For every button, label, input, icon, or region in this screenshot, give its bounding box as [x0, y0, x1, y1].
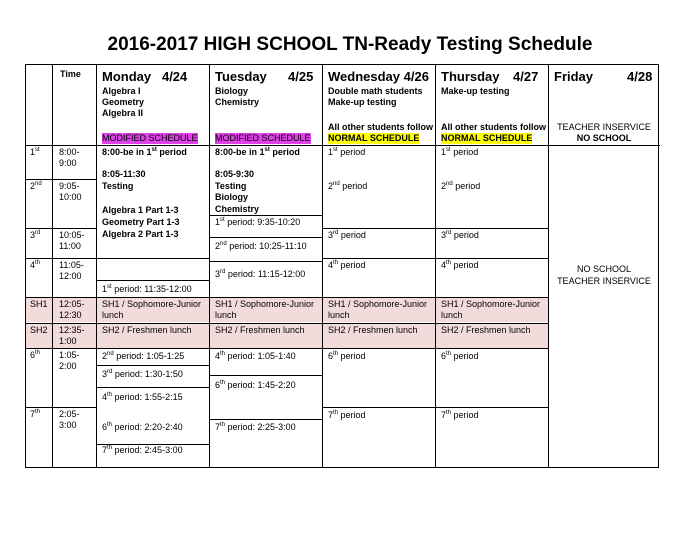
tuesday-period-1: 1st period: 9:35-10:20	[215, 217, 301, 227]
period-time-3b: 11:00	[59, 241, 81, 251]
period-time-1b: 9:00	[59, 158, 77, 168]
thursday-period-2: 2nd period	[441, 181, 481, 191]
friday-body-no-school: NO SCHOOL	[576, 264, 631, 274]
friday-date: 4/28	[627, 69, 653, 84]
wednesday-note: All other students follow	[328, 122, 433, 132]
period-time-4b: 12:00	[59, 271, 82, 281]
monday-period-6: 6th period: 2:20-2:40	[102, 422, 183, 432]
monday-header: Monday 4/24	[102, 69, 188, 84]
schedule-table	[25, 64, 659, 468]
thursday-period-6: 6th period	[441, 351, 479, 361]
period-time-7b: 3:00	[59, 420, 77, 430]
tuesday-sh1-line1: SH1 / Sophomore-Junior	[215, 299, 315, 309]
monday-period-7: 7th period: 2:45-3:00	[102, 445, 183, 455]
monday-testing-time: 8:05-11:30	[102, 169, 146, 179]
friday-body-inservice: TEACHER INSERVICE	[557, 276, 651, 286]
thursday-line-1: Make-up testing	[441, 86, 510, 96]
period-time-7a: 2:05-	[59, 409, 80, 419]
tuesday-testing-label: Testing	[215, 181, 247, 191]
monday-subject-1: Algebra I	[102, 86, 141, 96]
thursday-sh1-line1: SH1 / Sophomore-Junior	[441, 299, 541, 309]
thursday-header: Thursday	[441, 69, 500, 84]
tuesday-modified-badge: MODIFIED SCHEDULE	[215, 133, 311, 143]
period-time-6a: 1:05-	[59, 350, 80, 360]
wednesday-sh1-line2: lunch	[328, 310, 350, 320]
thursday-period-3: 3rd period	[441, 230, 479, 240]
friday-header: Friday	[554, 69, 594, 84]
tuesday-date: 4/25	[288, 69, 314, 84]
time-header: Time	[60, 69, 81, 79]
thursday-period-7: 7th period	[441, 410, 479, 420]
period-time-6b: 2:00	[59, 361, 77, 371]
monday-period-4: 4th period: 1:55-2:15	[102, 392, 183, 402]
friday-inservice: TEACHER INSERVICE	[557, 122, 651, 132]
period-time-2b: 10:00	[59, 192, 82, 202]
period-label-7: 7th	[30, 409, 41, 419]
period-time-2a: 9:05-	[59, 181, 80, 191]
tuesday-subject-2: Chemistry	[215, 97, 260, 107]
monday-subject-3: Algebra II	[102, 108, 144, 118]
period-time-sh2a: 12:35-	[59, 325, 85, 335]
wednesday-period-7: 7th period	[328, 410, 366, 420]
period-label-3: 3rd	[30, 230, 41, 240]
tuesday-period-3: 3rd period: 11:15-12:00	[215, 269, 306, 279]
monday-modified-badge: MODIFIED SCHEDULE	[102, 133, 198, 143]
wednesday-normal-badge: NORMAL SCHEDULE	[328, 133, 420, 143]
monday-period-1: 1st period: 11:35-12:00	[102, 284, 192, 294]
monday-subject-2: Geometry	[102, 97, 145, 107]
wednesday-period-2: 2nd period	[328, 181, 368, 191]
wednesday-header: Wednesday 4/26	[328, 69, 429, 84]
thursday-sh2: SH2 / Freshmen lunch	[441, 325, 531, 335]
tuesday-be-in: 8:00-be in 1st period	[215, 147, 300, 157]
period-time-1a: 8:00-	[59, 147, 80, 157]
tuesday-testing-time: 8:05-9:30	[215, 169, 255, 179]
wednesday-period-1: 1st period	[328, 147, 366, 157]
period-time-sh2b: 1:00	[59, 336, 77, 346]
wednesday-sh2: SH2 / Freshmen lunch	[328, 325, 418, 335]
period-time-sh1b: 12:30	[59, 310, 82, 320]
period-label-2: 2nd	[30, 181, 42, 191]
monday-sh2: SH2 / Freshmen lunch	[102, 325, 192, 335]
thursday-sh1-line2: lunch	[441, 310, 463, 320]
tuesday-header: Tuesday	[215, 69, 267, 84]
monday-be-in: 8:00-be in 1st period	[102, 147, 187, 157]
monday-test-1: Algebra 1 Part 1-3	[102, 205, 179, 215]
monday-test-2: Geometry Part 1-3	[102, 217, 180, 227]
tuesday-period-6: 6th period: 1:45-2:20	[215, 380, 296, 390]
thursday-period-4: 4th period	[441, 260, 479, 270]
tuesday-period-7: 7th period: 2:25-3:00	[215, 422, 296, 432]
monday-period-2: 2nd period: 1:05-1:25	[102, 351, 185, 361]
thursday-date: 4/27	[513, 69, 539, 84]
period-time-sh1a: 12:05-	[59, 299, 85, 309]
tuesday-sh2: SH2 / Freshmen lunch	[215, 325, 305, 335]
period-label-sh1: SH1	[30, 299, 48, 309]
period-label-6: 6th	[30, 350, 41, 360]
monday-test-3: Algebra 2 Part 1-3	[102, 229, 179, 239]
period-time-4a: 11:05-	[59, 260, 84, 270]
period-time-3a: 10:05-	[59, 230, 85, 240]
wednesday-sh1-line1: SH1 / Sophomore-Junior	[328, 299, 428, 309]
friday-no-school: NO SCHOOL	[576, 133, 632, 143]
monday-testing-label: Testing	[102, 181, 134, 191]
period-label-4: 4th	[30, 260, 41, 270]
thursday-normal-badge: NORMAL SCHEDULE	[441, 133, 533, 143]
wednesday-line-2: Make-up testing	[328, 97, 397, 107]
tuesday-period-4: 4th period: 1:05-1:40	[215, 351, 296, 361]
page-title: 2016-2017 HIGH SCHOOL TN-Ready Testing Schedule	[107, 34, 593, 55]
period-label-1: 1st	[30, 147, 40, 157]
wednesday-period-6: 6th period	[328, 351, 366, 361]
wednesday-period-3: 3rd period	[328, 230, 366, 240]
monday-period-3: 3rd period: 1:30-1:50	[102, 369, 183, 379]
period-label-sh2: SH2	[30, 325, 48, 335]
tuesday-test-1: Biology	[215, 192, 248, 202]
tuesday-period-2: 2nd period: 10:25-11:10	[215, 241, 307, 251]
monday-sh1-line2: lunch	[102, 310, 124, 320]
wednesday-line-1: Double math students	[328, 86, 423, 96]
tuesday-test-2: Chemistry	[215, 204, 260, 214]
tuesday-subject-1: Biology	[215, 86, 248, 96]
thursday-note: All other students follow	[441, 122, 546, 132]
wednesday-period-4: 4th period	[328, 260, 366, 270]
monday-sh1-line1: SH1 / Sophomore-Junior	[102, 299, 202, 309]
tuesday-sh1-line2: lunch	[215, 310, 237, 320]
thursday-period-1: 1st period	[441, 147, 479, 157]
